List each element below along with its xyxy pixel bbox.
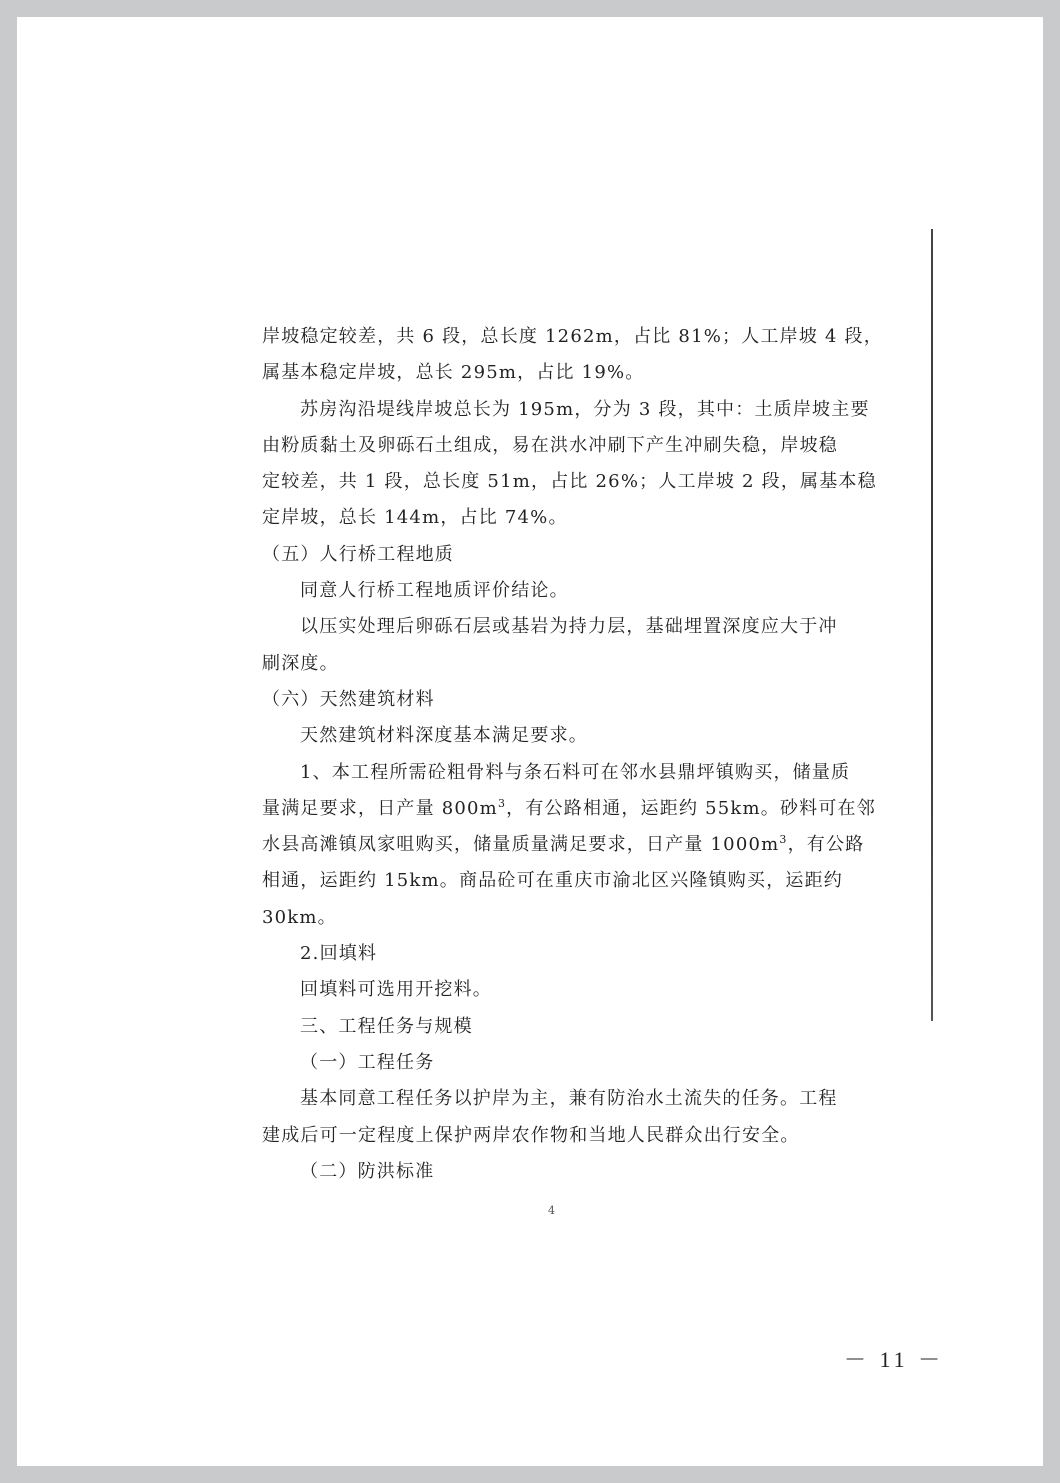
text-line: 30km。	[262, 906, 337, 928]
text-line: 属基本稳定岸坡，总长 295m，占比 19%。	[262, 362, 645, 384]
text-line: 定岸坡，总长 144m，占比 74%。	[262, 507, 568, 529]
section-heading: （六）天然建筑材料	[262, 688, 435, 710]
inner-page-number: 4	[548, 1204, 555, 1217]
text-line: 苏房沟沿堤线岸坡总长为 195m，分为 3 段，其中：土质岸坡主要	[300, 398, 870, 420]
text-segment: 量满足要求，日产量 800m	[262, 797, 498, 819]
superscript: 3	[497, 796, 507, 810]
text-line: 天然建筑材料深度基本满足要求。	[300, 725, 588, 747]
text-line: 以压实处理后卵砾石层或基岩为持力层，基础埋置深度应大于冲	[300, 616, 838, 638]
text-segment: ，有公路相通，运距约 55km。砂料可在邻	[506, 797, 876, 819]
text-line: 1、本工程所需砼粗骨料与条石料可在邻水县鼎坪镇购买，储量质	[300, 761, 851, 783]
text-line: 回填料可选用开挖料。	[300, 979, 492, 1001]
sub-heading: （二）防洪标准	[300, 1160, 435, 1182]
text-line	[262, 827, 865, 863]
text-line: 相通，运距约 15km。商品砼可在重庆市渝北区兴隆镇购买，运距约	[262, 870, 843, 892]
text-line: 由粉质黏土及卵砾石土组成，易在洪水冲刷下产生冲刷失稳，岸坡稳	[262, 434, 838, 456]
text-segment: 水县高滩镇凤家咀购买，储量质量满足要求，日产量 1000m	[262, 834, 780, 856]
superscript: 3	[779, 833, 788, 847]
text-line: 同意人行桥工程地质评价结论。	[300, 580, 569, 602]
page-number: － 11 －	[844, 1347, 945, 1372]
section-heading: 三、工程任务与规模	[300, 1015, 473, 1037]
text-line	[262, 791, 876, 827]
text-line: 建成后可一定程度上保护两岸农作物和当地人民群众出行安全。	[262, 1124, 800, 1146]
scan-binding-line	[931, 229, 933, 1021]
text-line: 定较差，共 1 段，总长度 51m，占比 26%；人工岸坡 2 段，属基本稳	[262, 471, 877, 493]
sub-heading: 2.回填料	[300, 943, 378, 965]
document-page	[17, 17, 1043, 1466]
text-line: 基本同意工程任务以护岸为主，兼有防治水土流失的任务。工程	[300, 1088, 838, 1110]
text-line: 岸坡稳定较差，共 6 段，总长度 1262m，占比 81%；人工岸坡 4 段，	[262, 326, 883, 347]
document-body	[262, 319, 883, 1190]
section-heading: （五）人行桥工程地质	[262, 543, 454, 565]
text-line: 刷深度。	[262, 652, 339, 674]
text-segment: ，有公路	[787, 834, 865, 856]
sub-heading: （一）工程任务	[300, 1051, 435, 1073]
